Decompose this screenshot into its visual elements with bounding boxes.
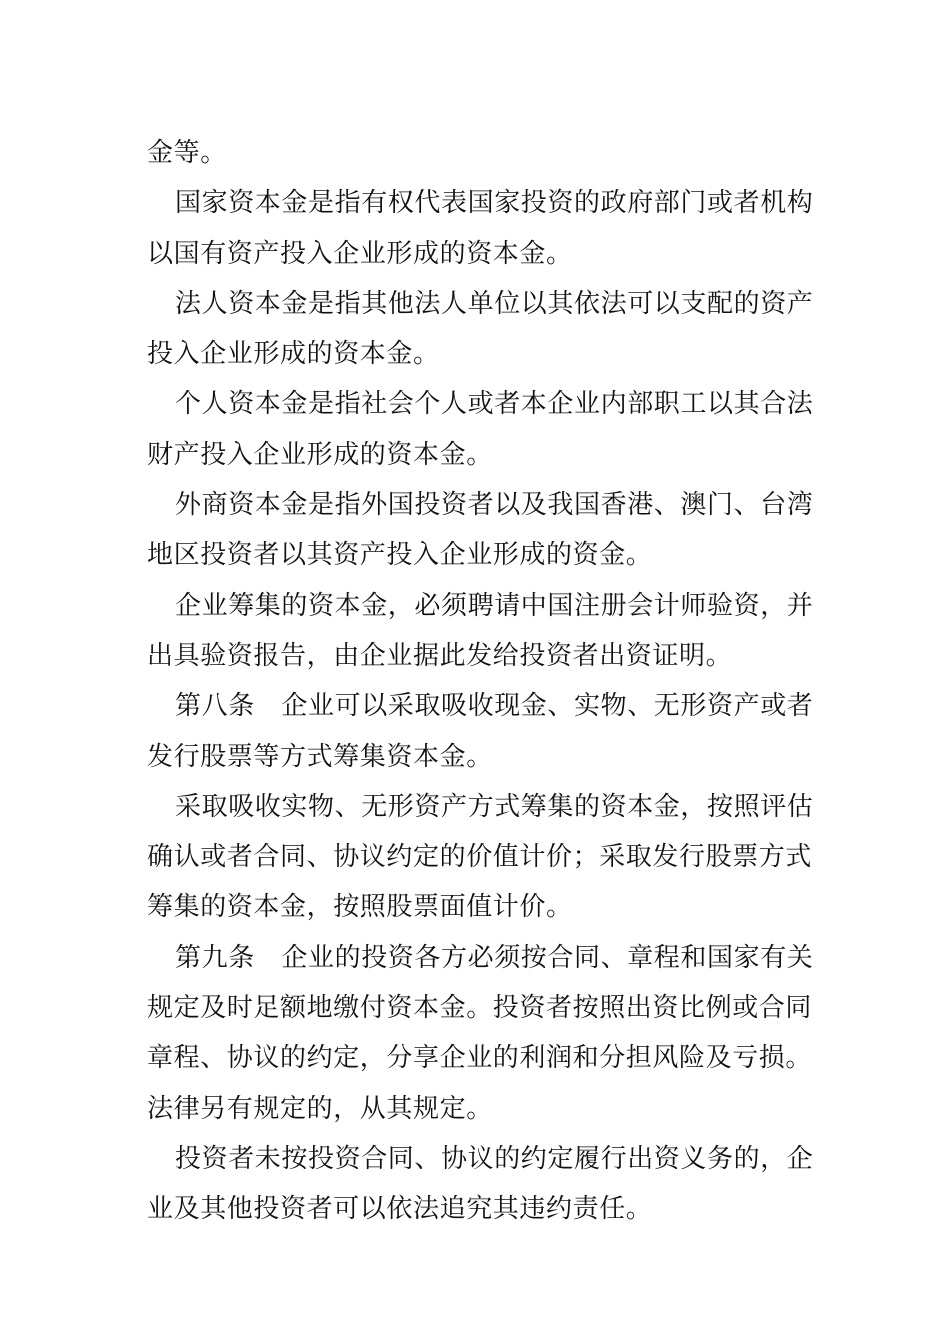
article-8-line: 第八条 企业可以采取吸收现金、实物、无形资产或者 [175, 691, 814, 722]
text-line: 规定及时足额地缴付资本金。投资者按照出资比例或合同 [147, 993, 813, 1024]
text-line: 投入企业形成的资本金。 [147, 339, 440, 370]
text-line: 章程、协议的约定，分享企业的利润和分担风险及亏损。 [147, 1043, 813, 1074]
text-line: 发行股票等方式筹集资本金。 [147, 741, 493, 772]
text-line: 确认或者合同、协议约定的价值计价；采取发行股票方式 [147, 842, 813, 873]
text-line: 业及其他投资者可以依法追究其违约责任。 [147, 1194, 653, 1225]
text-line: 投资者未按投资合同、协议的约定履行出资义务的，企 [175, 1143, 814, 1174]
text-line: 法律另有规定的，从其规定。 [147, 1093, 493, 1124]
text-line: 地区投资者以其资产投入企业形成的资金。 [147, 540, 653, 571]
text-line: 金等。 [147, 138, 227, 168]
text-line: 企业筹集的资本金，必须聘请中国注册会计师验资，并 [175, 590, 814, 621]
document-body [147, 128, 814, 1235]
text-line: 个人资本金是指社会个人或者本企业内部职工以其合法 [175, 389, 814, 420]
text-line: 筹集的资本金，按照股票面值计价。 [147, 892, 573, 923]
text-line: 采取吸收实物、无形资产方式筹集的资本金，按照评估 [175, 791, 814, 822]
text-line: 以国有资产投入企业形成的资本金。 [147, 238, 573, 269]
article-9-line: 第九条 企业的投资各方必须按合同、章程和国家有关 [175, 942, 814, 973]
text-line: 财产投入企业形成的资本金。 [147, 439, 493, 470]
text-line: 出具验资报告，由企业据此发给投资者出资证明。 [147, 640, 733, 671]
text-line: 国家资本金是指有权代表国家投资的政府部门或者机构 [175, 188, 814, 219]
text-line: 法人资本金是指其他法人单位以其依法可以支配的资产 [175, 288, 814, 319]
text-line: 外商资本金是指外国投资者以及我国香港、澳门、台湾 [175, 490, 814, 521]
